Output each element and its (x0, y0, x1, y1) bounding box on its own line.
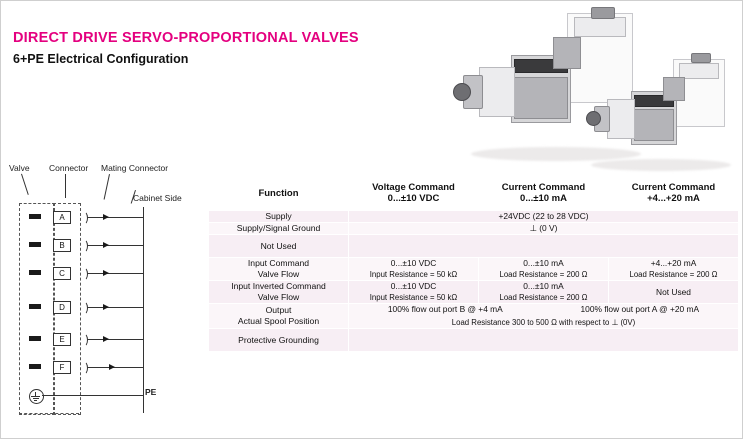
diagram-wire-a (87, 217, 143, 218)
row-input-inverted-current10-main: 0...±10 mA (523, 281, 564, 291)
row-value-protective-grounding (349, 329, 739, 352)
photo-shadow (471, 147, 641, 161)
row-input-command-voltage-sub: Input Resistance = 50 kΩ (369, 270, 458, 279)
diagram-label-connector: Connector (49, 163, 89, 173)
valve-coil-block (607, 99, 635, 139)
row-value-supply-ground: ⊥ (0 V) (349, 223, 739, 235)
diagram-pin-block (29, 364, 41, 369)
row-function-protective-grounding: Protective Grounding (209, 329, 349, 352)
valve-neck (663, 77, 685, 101)
valve-body-face (514, 77, 568, 119)
diagram-wire-c (87, 273, 143, 274)
row-function-input-inverted-line2: Valve Flow (257, 292, 300, 302)
diagram-pin-c: C (53, 267, 71, 280)
row-input-inverted-current10 (479, 281, 609, 304)
header-current-command-20-line2: +4...+20 mA (647, 193, 700, 204)
diagram-cabinet-bus (143, 207, 144, 413)
row-input-inverted-voltage-sub: Input Resistance = 50 kΩ (369, 293, 458, 302)
row-function-output-line2: Actual Spool Position (237, 316, 320, 326)
table-row (209, 211, 739, 223)
row-function-output (209, 304, 349, 329)
header-current-command-10-line1: Current Command (501, 182, 586, 193)
diagram-ground-bar (34, 400, 37, 401)
row-input-inverted-current20-main: Not Used (656, 286, 691, 297)
header-current-command-10 (479, 176, 609, 211)
header-voltage-command-line2: 0...±10 VDC (387, 193, 440, 204)
diagram-arrow-a (103, 214, 109, 220)
diagram-arrow-b (103, 242, 109, 248)
row-function-input-inverted-line1: Input Inverted Command (231, 281, 326, 291)
diagram-ground-bar (31, 396, 40, 397)
row-input-inverted-current20 (609, 281, 739, 304)
row-input-inverted-current10-sub: Load Resistance = 200 Ω (499, 293, 588, 302)
header-current-command-20 (609, 176, 739, 211)
diagram-wire-b (87, 245, 143, 246)
table-header-row (209, 176, 739, 211)
header-voltage-command-line1: Voltage Command (372, 182, 455, 193)
diagram-wire-f (87, 367, 143, 368)
header-current-command-10-line2: 0...±10 mA (520, 193, 567, 204)
valve-product-photo (441, 7, 739, 177)
row-function-input-command (209, 258, 349, 281)
diagram-label-mating-connector: Mating Connector (101, 163, 169, 173)
row-output-values (349, 304, 739, 329)
row-output-note: Load Resistance 300 to 500 Ω with respect to ⊥ (0V) (451, 318, 636, 327)
table-row (209, 304, 739, 329)
diagram-socket-d (79, 301, 88, 315)
diagram-leader-line (21, 174, 29, 195)
row-function-input-command-line2: Valve Flow (257, 269, 300, 279)
diagram-pin-block (29, 214, 41, 219)
valve-top-connector (591, 7, 615, 19)
valve-coil-block (479, 67, 515, 117)
diagram-pin-b: B (53, 239, 71, 252)
row-output-right: 100% flow out port A @ +20 mA (580, 304, 700, 314)
photo-shadow (591, 159, 731, 171)
page-title: DIRECT DRIVE SERVO-PROPORTIONAL VALVES (13, 30, 359, 46)
row-input-command-voltage-main: 0...±10 VDC (390, 258, 437, 268)
valve-body-face (634, 109, 674, 141)
row-input-inverted-voltage (349, 281, 479, 304)
row-input-inverted-voltage-main: 0...±10 VDC (390, 281, 437, 291)
row-value-supply: +24VDC (22 to 28 VDC) (349, 211, 739, 223)
diagram-leader-line (104, 174, 110, 200)
diagram-socket-f (79, 361, 88, 375)
diagram-label-pe: PE (145, 387, 157, 397)
row-input-command-current20 (609, 258, 739, 281)
diagram-label-cabinet-side: Cabinet Side (133, 193, 182, 203)
valve-adjust-knob (586, 111, 601, 126)
row-input-command-current20-sub: Load Resistance = 200 Ω (629, 270, 718, 279)
valve-housing-panel (679, 63, 719, 79)
table-row (209, 235, 739, 258)
diagram-pin-e: E (53, 333, 71, 346)
row-function-supply: Supply (209, 211, 349, 223)
diagram-wire-pe (42, 395, 143, 396)
row-function-input-inverted (209, 281, 349, 304)
row-output-left: 100% flow out port B @ +4 mA (387, 304, 503, 314)
header-voltage-command (349, 176, 479, 211)
row-function-not-used: Not Used (209, 235, 349, 258)
diagram-socket-a (79, 211, 88, 225)
diagram-pin-a: A (53, 211, 71, 224)
valve-top-connector (691, 53, 711, 63)
table-row (209, 258, 739, 281)
valve-housing-panel (574, 17, 626, 37)
diagram-pin-f: F (53, 361, 71, 374)
diagram-arrow-e (103, 336, 109, 342)
row-input-command-current10-sub: Load Resistance = 200 Ω (499, 270, 588, 279)
row-function-output-line1: Output (265, 305, 292, 315)
diagram-arrow-f (109, 364, 115, 370)
row-input-command-current20-main: +4...+20 mA (650, 258, 697, 268)
diagram-socket-e (79, 333, 88, 347)
diagram-arrow-d (103, 304, 109, 310)
diagram-enclosure-bottom (19, 413, 79, 415)
table-row (209, 223, 739, 235)
header-current-command-20-line1: Current Command (631, 182, 716, 193)
diagram-ground-bar (33, 398, 39, 399)
diagram-pin-block (29, 242, 41, 247)
diagram-pin-block (29, 304, 41, 309)
row-function-input-command-line1: Input Command (247, 258, 310, 268)
diagram-leader-line (65, 174, 66, 198)
row-value-not-used (349, 235, 739, 258)
diagram-wire-d (87, 307, 143, 308)
diagram-pin-block (29, 270, 41, 275)
valve-neck (553, 37, 581, 69)
diagram-label-valve: Valve (9, 163, 30, 173)
specification-table (208, 175, 738, 352)
title-block (13, 29, 433, 67)
row-input-command-voltage (349, 258, 479, 281)
diagram-pin-d: D (53, 301, 71, 314)
diagram-socket-c (79, 267, 88, 281)
table-row (209, 329, 739, 352)
row-input-command-current10 (479, 258, 609, 281)
row-function-supply-ground: Supply/Signal Ground (209, 223, 349, 235)
header-function: Function (209, 176, 349, 211)
diagram-valve-enclosure (19, 203, 55, 415)
wiring-diagram (5, 163, 205, 431)
diagram-wire-e (87, 339, 143, 340)
diagram-arrow-c (103, 270, 109, 276)
row-input-command-current10-main: 0...±10 mA (523, 258, 564, 268)
table-row (209, 281, 739, 304)
diagram-socket-b (79, 239, 88, 253)
valve-adjust-knob (453, 83, 471, 101)
page-subtitle: 6+PE Electrical Configuration (13, 52, 189, 66)
diagram-pin-block (29, 336, 41, 341)
